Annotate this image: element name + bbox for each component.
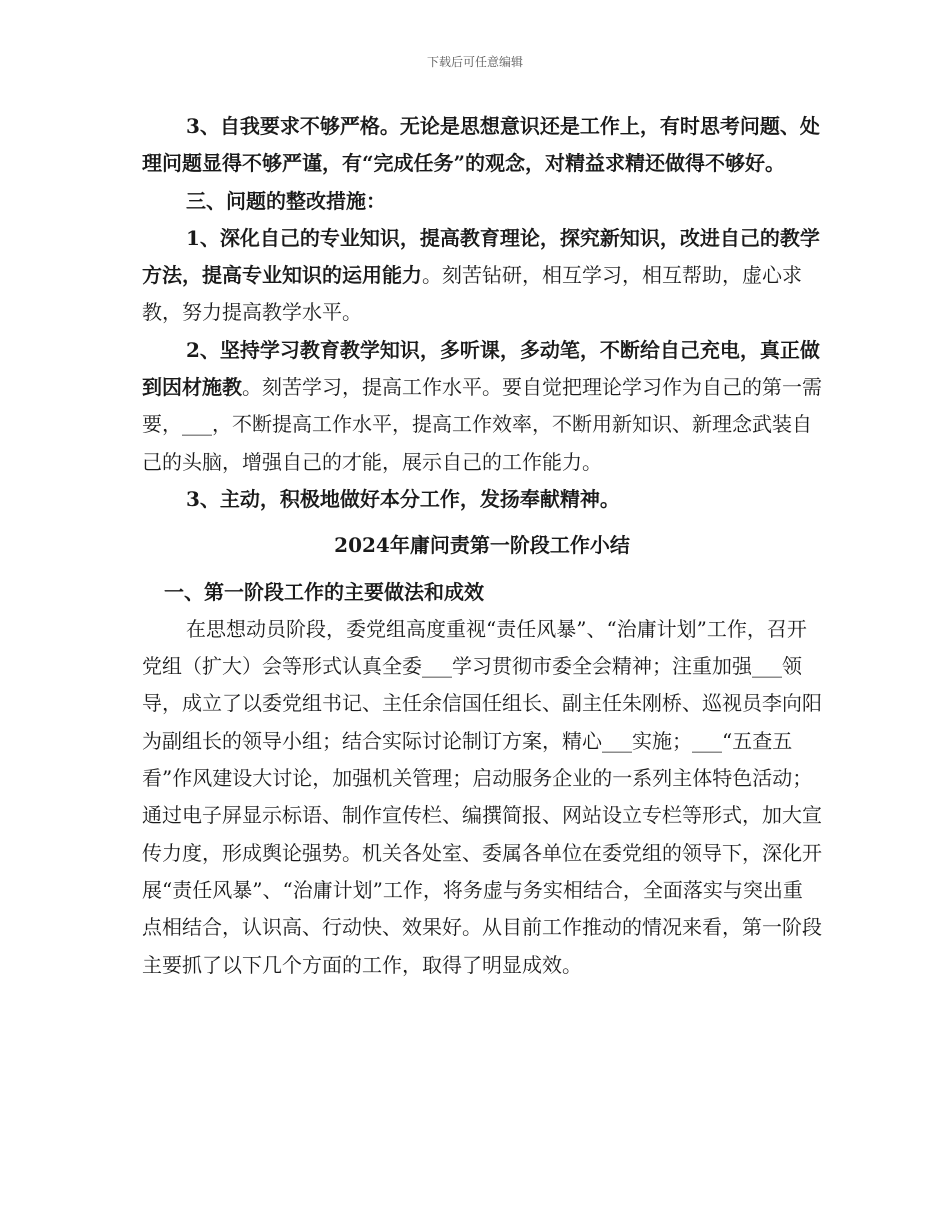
paragraph-measure-1 (142, 220, 822, 332)
document-body (142, 108, 822, 984)
heading-measures: 三、问题的整改措施： (186, 188, 386, 213)
measure-2-text: 。刻苦学习，提高工作水平。要自觉把理论学习作为自己的第一需要，___，不断提高工作水平，提高工作效率，不断用新知识、新理念武装自己的头脑，增强自己的才能，展示自己的工作能力。 (142, 375, 822, 474)
measure-1-text: 。刻苦钻研，相互学习，相互帮助，虚心求教，努力提高教学水平。 (142, 263, 802, 325)
paragraph-measure-3: 3、主动，积极地做好本分工作，发扬奉献精神。 (186, 486, 620, 511)
measure-2-bold: 2、坚持学习教育教学知识，多听课，多动笔，不断给自己充电，真正做到因材施教 (142, 337, 820, 400)
measure-1-bold: 1、深化自己的专业知识，提高教育理论，探究新知识，改进自己的教学方法，提高专业知识的运用能力 (142, 225, 820, 288)
document-title: 2024年庸问责第一阶段工作小结 (334, 533, 630, 558)
paragraph-body-1: 在思想动员阶段，委党组高度重视“责任风暴”、“治庸计划”工作，召开党组（扩大）会等形式认真全委___学习贯彻市委全会精神；注重加强___领导，成立了以委党组书记、主任余信国任组长、副主任朱刚桥、巡视员李向阳为副组长的领导小组；结合实际讨论制订方案，精心___实施；___“五查五看”作风建设大讨论，加强机关管理；启动服务企业的一系列主体特色活动；通过电子屏显示标语、制作宣传栏、编撰简报、网站设立专栏等形式，加大宣传力度，形成舆论强势。机关各处室、委属各单位在委党组的领导下，深化开展“责任风暴”、“治庸计划”工作，将务虚与务实相结合，全面落实与突出重点相结合，认识高、行动快、效果好。从目前工作推动的情况来看，第一阶段主要抓了以下几个方面的工作，取得了明显成效。 (142, 616, 822, 977)
paragraph-self-requirement: 3、自我要求不够严格。无论是思想意识还是工作上，有时思考问题、处理问题显得不够严谨，有“完成任务”的观念，对精益求精还做得不够好。 (142, 114, 820, 176)
paragraph-measure-2 (142, 332, 822, 481)
section-heading-1: 一、第一阶段工作的主要做法和成效 (164, 579, 484, 604)
page-header: 下载后可任意编辑 (426, 55, 523, 69)
